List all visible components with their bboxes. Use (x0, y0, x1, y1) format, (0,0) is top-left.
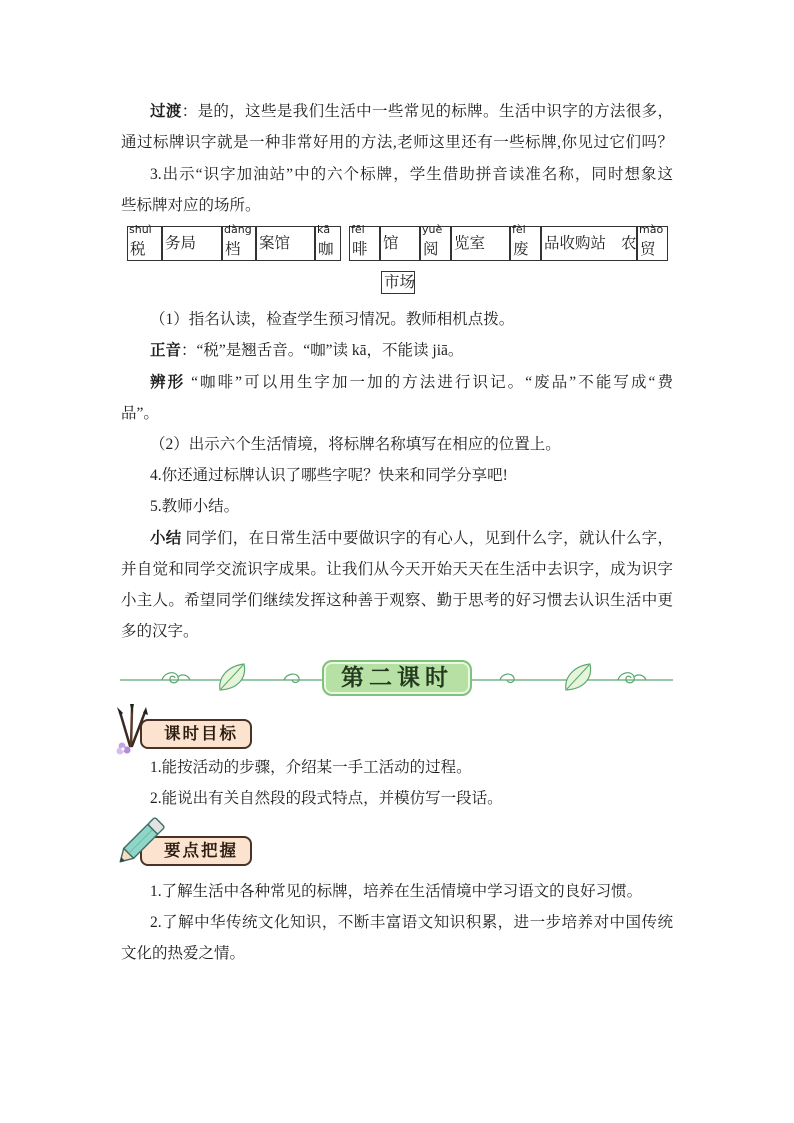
summary-line-2: 并自觉和同学交流识字成果。让我们从今天开始天天在生活中去识字，成为识字 (121, 561, 673, 578)
sign-cell (349, 223, 380, 261)
step3-line-2: 些标牌对应的场所。 (121, 197, 261, 214)
brush-handle (120, 712, 130, 746)
sign-text-extra: 农 (621, 235, 637, 252)
key-points-title: 要点把握 (140, 836, 252, 866)
flower-center (121, 747, 124, 750)
pencil-icon (110, 812, 170, 872)
summary-line-3: 小主人。希望同学们继续发挥这种善于观察、勤于思考的好习惯去认识生活中更 (121, 592, 673, 609)
swirl-ornament (618, 673, 646, 683)
sign-text: 废 (513, 241, 529, 258)
step3-line-1: 3.出示“识字加油站”中的六个标牌，学生借助拼音读准名称，同时想象这 (150, 166, 673, 183)
transition-line-1 (150, 100, 673, 124)
sign-pinyin: mào (639, 223, 664, 236)
brush-tip (117, 707, 123, 716)
sign-cell (451, 226, 510, 261)
sign-text: 品收购站 (544, 235, 607, 252)
sign-cell (420, 223, 451, 261)
sign-cell (510, 223, 541, 261)
objective-item: 1.能按活动的步骤，介绍某一手工活动的过程。 (150, 759, 472, 776)
shape-text: “咖啡”可以用生字加一加的方法进行识记。“废品”不能写成“费 (185, 374, 673, 391)
step3-sub-1: （1）指名认读，检查学生预习情况。教师相机点拨。 (150, 311, 515, 328)
sign-cell (256, 226, 315, 261)
key-point-item-continued: 文化的热爱之情。 (121, 945, 246, 962)
sign-pinyin: fèi (512, 223, 526, 236)
pronunciation-line (150, 339, 673, 363)
sign-cell (380, 226, 420, 261)
shape-line-2: 品”。 (121, 405, 159, 422)
summary-line-4: 多的汉字。 (121, 623, 199, 640)
lesson-2-banner: 第二课时 (322, 660, 472, 696)
sign-text: 务局 (165, 235, 197, 252)
sign-text: 馆 (383, 235, 399, 252)
summary-text: 同学们，在日常生活中要做识字的有心人，见到什么字，就认什么字， (181, 530, 673, 547)
objective-item: 2.能说出有关自然段的段式特点，并模仿写一段话。 (150, 790, 503, 807)
sign-cell (315, 223, 341, 261)
swirl-ornament (284, 674, 299, 682)
sign-text: 档 (225, 241, 241, 258)
sign-cell (381, 271, 415, 294)
objectives-title: 课时目标 (140, 719, 252, 749)
transition-text: ：是的，这些是我们生活中一些常见的标牌。生活中识字的方法很多， (181, 103, 673, 120)
sign-cell (162, 226, 222, 261)
summary-label: 小结 (150, 530, 182, 547)
pencil-body-group (115, 817, 164, 866)
sign-text: 案馆 (259, 235, 291, 252)
sign-text: 啡 (352, 241, 368, 258)
shape-line-1 (150, 371, 673, 395)
shape-label: 辨形 (150, 374, 186, 391)
sign-cell (222, 223, 256, 261)
pronunciation-text: ：“税”是翘舌音。“咖”读 kā，不能读 jiā。 (181, 342, 464, 359)
key-point-item: 1.了解生活中各种常见的标牌，培养在生活情境中学习语文的良好习惯。 (150, 883, 643, 900)
summary-line-1 (150, 527, 673, 551)
sign-cell (637, 223, 668, 261)
flower-petal (124, 747, 131, 754)
step5-line: 5.教师小结。 (150, 498, 240, 515)
sign-pinyin: yuè (422, 223, 443, 236)
sign-pinyin: dàng (224, 223, 252, 236)
sign-text: 贸 (640, 241, 656, 258)
step3-sub-2: （2）出示六个生活情境，将标牌名称填写在相应的位置上。 (150, 436, 561, 453)
sign-text: 览室 (454, 235, 486, 252)
sign-text: 税 (130, 241, 146, 258)
brushes-icon (112, 704, 154, 756)
sign-text: 市场 (384, 274, 416, 291)
transition-line-2: 通过标牌识字就是一种非常好用的方法,老师这里还有一些标牌,你见过它们吗？ (121, 134, 673, 151)
brush-handle (131, 709, 132, 746)
sign-cell (541, 226, 637, 261)
brush-tip (130, 704, 134, 714)
pronunciation-label: 正音 (150, 342, 182, 359)
sign-text: 咖 (318, 241, 334, 258)
sign-cell (127, 223, 162, 261)
brush-handle (132, 712, 145, 746)
sign-pinyin: fēi (351, 223, 365, 236)
transition-label: 过渡 (150, 103, 182, 120)
sign-pinyin: kā (317, 223, 331, 236)
key-point-item: 2.了解中华传统文化知识，不断丰富语文知识积累，进一步培养对中国传统 (150, 914, 673, 931)
sign-pinyin: shuì (129, 223, 152, 236)
step4-line: 4.你还通过标牌认识了哪些字呢？快来和同学分享吧! (150, 467, 508, 484)
swirl-ornament (500, 674, 514, 682)
swirl-ornament (162, 673, 190, 683)
sign-text: 阅 (423, 241, 439, 258)
